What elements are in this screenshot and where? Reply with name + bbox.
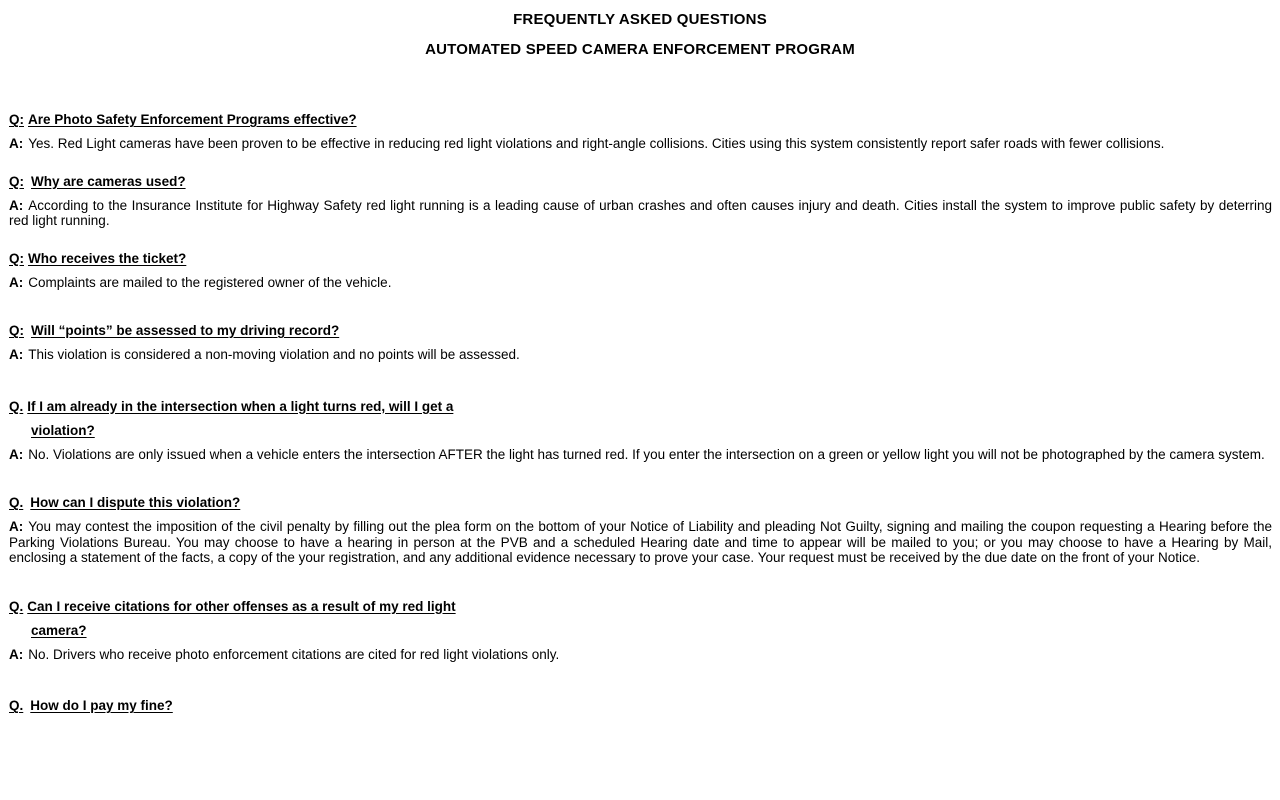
question-prefix: Q: bbox=[9, 173, 24, 189]
faq-answer bbox=[9, 647, 1272, 663]
question-text: If I am already in the intersection when a light turns red, will I get a bbox=[27, 398, 454, 414]
faq-answer bbox=[9, 447, 1272, 463]
question-text: How can I dispute this violation? bbox=[30, 495, 241, 510]
answer-prefix: A: bbox=[9, 446, 24, 462]
faq-answer bbox=[9, 519, 1272, 566]
faq-answer bbox=[9, 136, 1272, 152]
answer-prefix: A: bbox=[9, 519, 24, 534]
question-text: How do I pay my fine? bbox=[30, 698, 173, 713]
answer-text: Complaints are mailed to the registered owner of the vehicle. bbox=[28, 274, 392, 290]
faq-question bbox=[9, 697, 1272, 714]
answer-text: You may contest the imposition of the civil penalty by filling out the plea form on the bottom of your Notice of Liability and pleading Not Guilty, signing and mailing the coupon requesting a Hearing before the Parking Violations Bureau. You may choose to have a hearing in person at the PVB and a scheduled Hearing date and time to appear will be mailed to you; or you may choose to have a Hearing by Mail, enclosing a statement of the facts, a copy of the your registration, and any additional evidence necessary to prove your case. Your request must be received by the due date on the front of your Notice. bbox=[9, 519, 1272, 565]
question-prefix: Q: bbox=[9, 323, 24, 338]
answer-text: This violation is considered a non-moving violation and no points will be assessed. bbox=[28, 347, 520, 362]
document-subtitle: AUTOMATED SPEED CAMERA ENFORCEMENT PROGRAM bbox=[425, 41, 855, 58]
answer-text: According to the Insurance Institute for Highway Safety red light running is a leading cause of urban crashes and often causes injury and death. Cities install the system to improve public safety by deterring red light running. bbox=[9, 197, 1272, 228]
document-title: FREQUENTLY ASKED QUESTIONS bbox=[513, 11, 767, 28]
faq-question bbox=[9, 598, 1272, 639]
question-text-line2: camera? bbox=[31, 622, 87, 638]
faq-item bbox=[9, 697, 1272, 714]
faq-item bbox=[9, 398, 1272, 463]
question-text: Are Photo Safety Enforcement Programs effective? bbox=[28, 112, 357, 127]
faq-question bbox=[9, 494, 1272, 511]
answer-prefix: A: bbox=[9, 197, 24, 213]
faq-question bbox=[9, 398, 1272, 439]
faq-answer bbox=[9, 275, 1272, 291]
faq-item bbox=[9, 598, 1272, 663]
document-header bbox=[0, 0, 1280, 60]
faq-question bbox=[9, 173, 1272, 190]
faq-item bbox=[9, 322, 1272, 363]
question-prefix: Q. bbox=[9, 598, 24, 614]
faq-answer bbox=[9, 198, 1272, 229]
answer-text: No. Drivers who receive photo enforcement citations are cited for red light violations only. bbox=[28, 646, 560, 662]
faq-item bbox=[9, 250, 1272, 291]
answer-prefix: A: bbox=[9, 347, 24, 362]
answer-prefix: A: bbox=[9, 646, 24, 662]
faq-item bbox=[9, 111, 1272, 152]
faq-item bbox=[9, 173, 1272, 229]
answer-text: No. Violations are only issued when a vehicle enters the intersection AFTER the light has turned red. If you enter the intersection on a green or yellow light you will not be photographed by the camera system. bbox=[28, 446, 1265, 462]
question-text: Why are cameras used? bbox=[31, 173, 186, 189]
question-prefix: Q. bbox=[9, 398, 24, 414]
faq-question bbox=[9, 111, 1272, 128]
faq-question bbox=[9, 250, 1272, 267]
question-text-line2: violation? bbox=[31, 422, 95, 438]
question-text: Will “points” be assessed to my driving record? bbox=[31, 323, 340, 338]
question-prefix: Q. bbox=[9, 495, 24, 510]
answer-prefix: A: bbox=[9, 274, 24, 290]
question-prefix: Q: bbox=[9, 250, 24, 266]
faq-list bbox=[0, 111, 1280, 714]
question-prefix: Q. bbox=[9, 698, 24, 713]
faq-answer bbox=[9, 347, 1272, 363]
answer-prefix: A: bbox=[9, 136, 24, 151]
faq-item bbox=[9, 494, 1272, 566]
question-text: Who receives the ticket? bbox=[28, 250, 187, 266]
question-text: Can I receive citations for other offenses as a result of my red light bbox=[27, 598, 456, 614]
question-prefix: Q: bbox=[9, 112, 24, 127]
answer-text: Yes. Red Light cameras have been proven to be effective in reducing red light violations and right-angle collisions. Cities using this system consistently report safer roads with fewer collisions. bbox=[28, 136, 1165, 151]
faq-question bbox=[9, 322, 1272, 339]
